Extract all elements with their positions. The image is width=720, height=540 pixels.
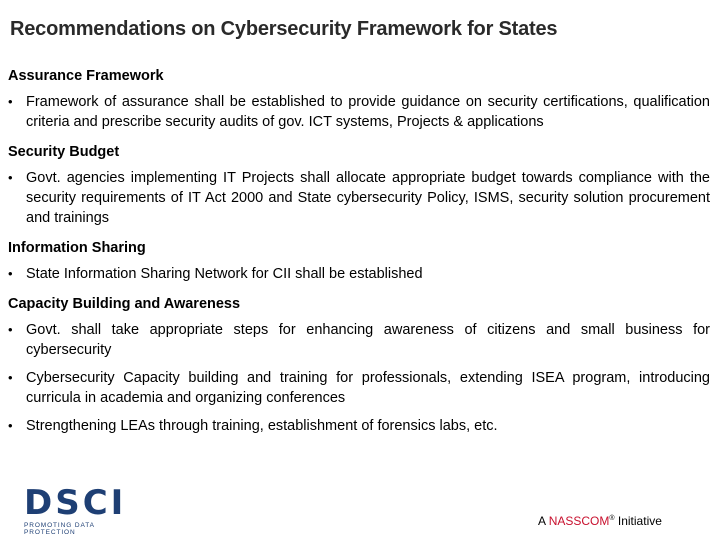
list-item: • Govt. shall take appropriate steps for enhancing awareness of citizens and small business for cybersecurity bbox=[8, 320, 710, 360]
section-assurance bbox=[8, 68, 710, 132]
dsci-logo bbox=[24, 483, 142, 536]
logo-tagline: PROMOTING DATA PROTECTION bbox=[24, 522, 95, 536]
bullet-list bbox=[8, 168, 710, 228]
footer-prefix: A bbox=[538, 514, 549, 528]
content bbox=[8, 68, 710, 448]
list-item: • Govt. agencies implementing IT Projects shall allocate appropriate budget towards compliance with the security requirements of IT Act 2000 and State cybersecurity Policy, ISMS, security solution procurement and trainings bbox=[8, 168, 710, 228]
section-heading: Assurance Framework bbox=[8, 68, 164, 84]
nasscom-brand: NASSCOM bbox=[548, 514, 610, 528]
footer-credit bbox=[538, 514, 662, 528]
section-capacity-building bbox=[8, 296, 710, 436]
section-information-sharing bbox=[8, 240, 710, 284]
page-title: Recommendations on Cybersecurity Framework for States bbox=[10, 18, 558, 40]
bullet-list bbox=[8, 320, 710, 436]
list-item: • Framework of assurance shall be established to provide guidance on security certifications, qualification criteria and prescribe security audits of gov. ICT systems, Projects & applications bbox=[8, 92, 710, 132]
section-heading: Security Budget bbox=[8, 144, 120, 160]
section-heading: Capacity Building and Awareness bbox=[8, 296, 241, 312]
footer-suffix: Initiative bbox=[614, 514, 662, 528]
section-heading: Information Sharing bbox=[8, 240, 146, 256]
logo-text: DSCI bbox=[24, 483, 127, 523]
registered-mark: ® bbox=[609, 515, 615, 522]
bullet-list bbox=[8, 92, 710, 132]
section-budget bbox=[8, 144, 710, 228]
bullet-list bbox=[8, 264, 710, 284]
list-item: • State Information Sharing Network for CII shall be established bbox=[8, 264, 710, 284]
list-item: • Cybersecurity Capacity building and training for professionals, extending ISEA program, introducing curricula in academia and organizing conferences bbox=[8, 368, 710, 408]
list-item: • Strengthening LEAs through training, establishment of forensics labs, etc. bbox=[8, 416, 710, 436]
